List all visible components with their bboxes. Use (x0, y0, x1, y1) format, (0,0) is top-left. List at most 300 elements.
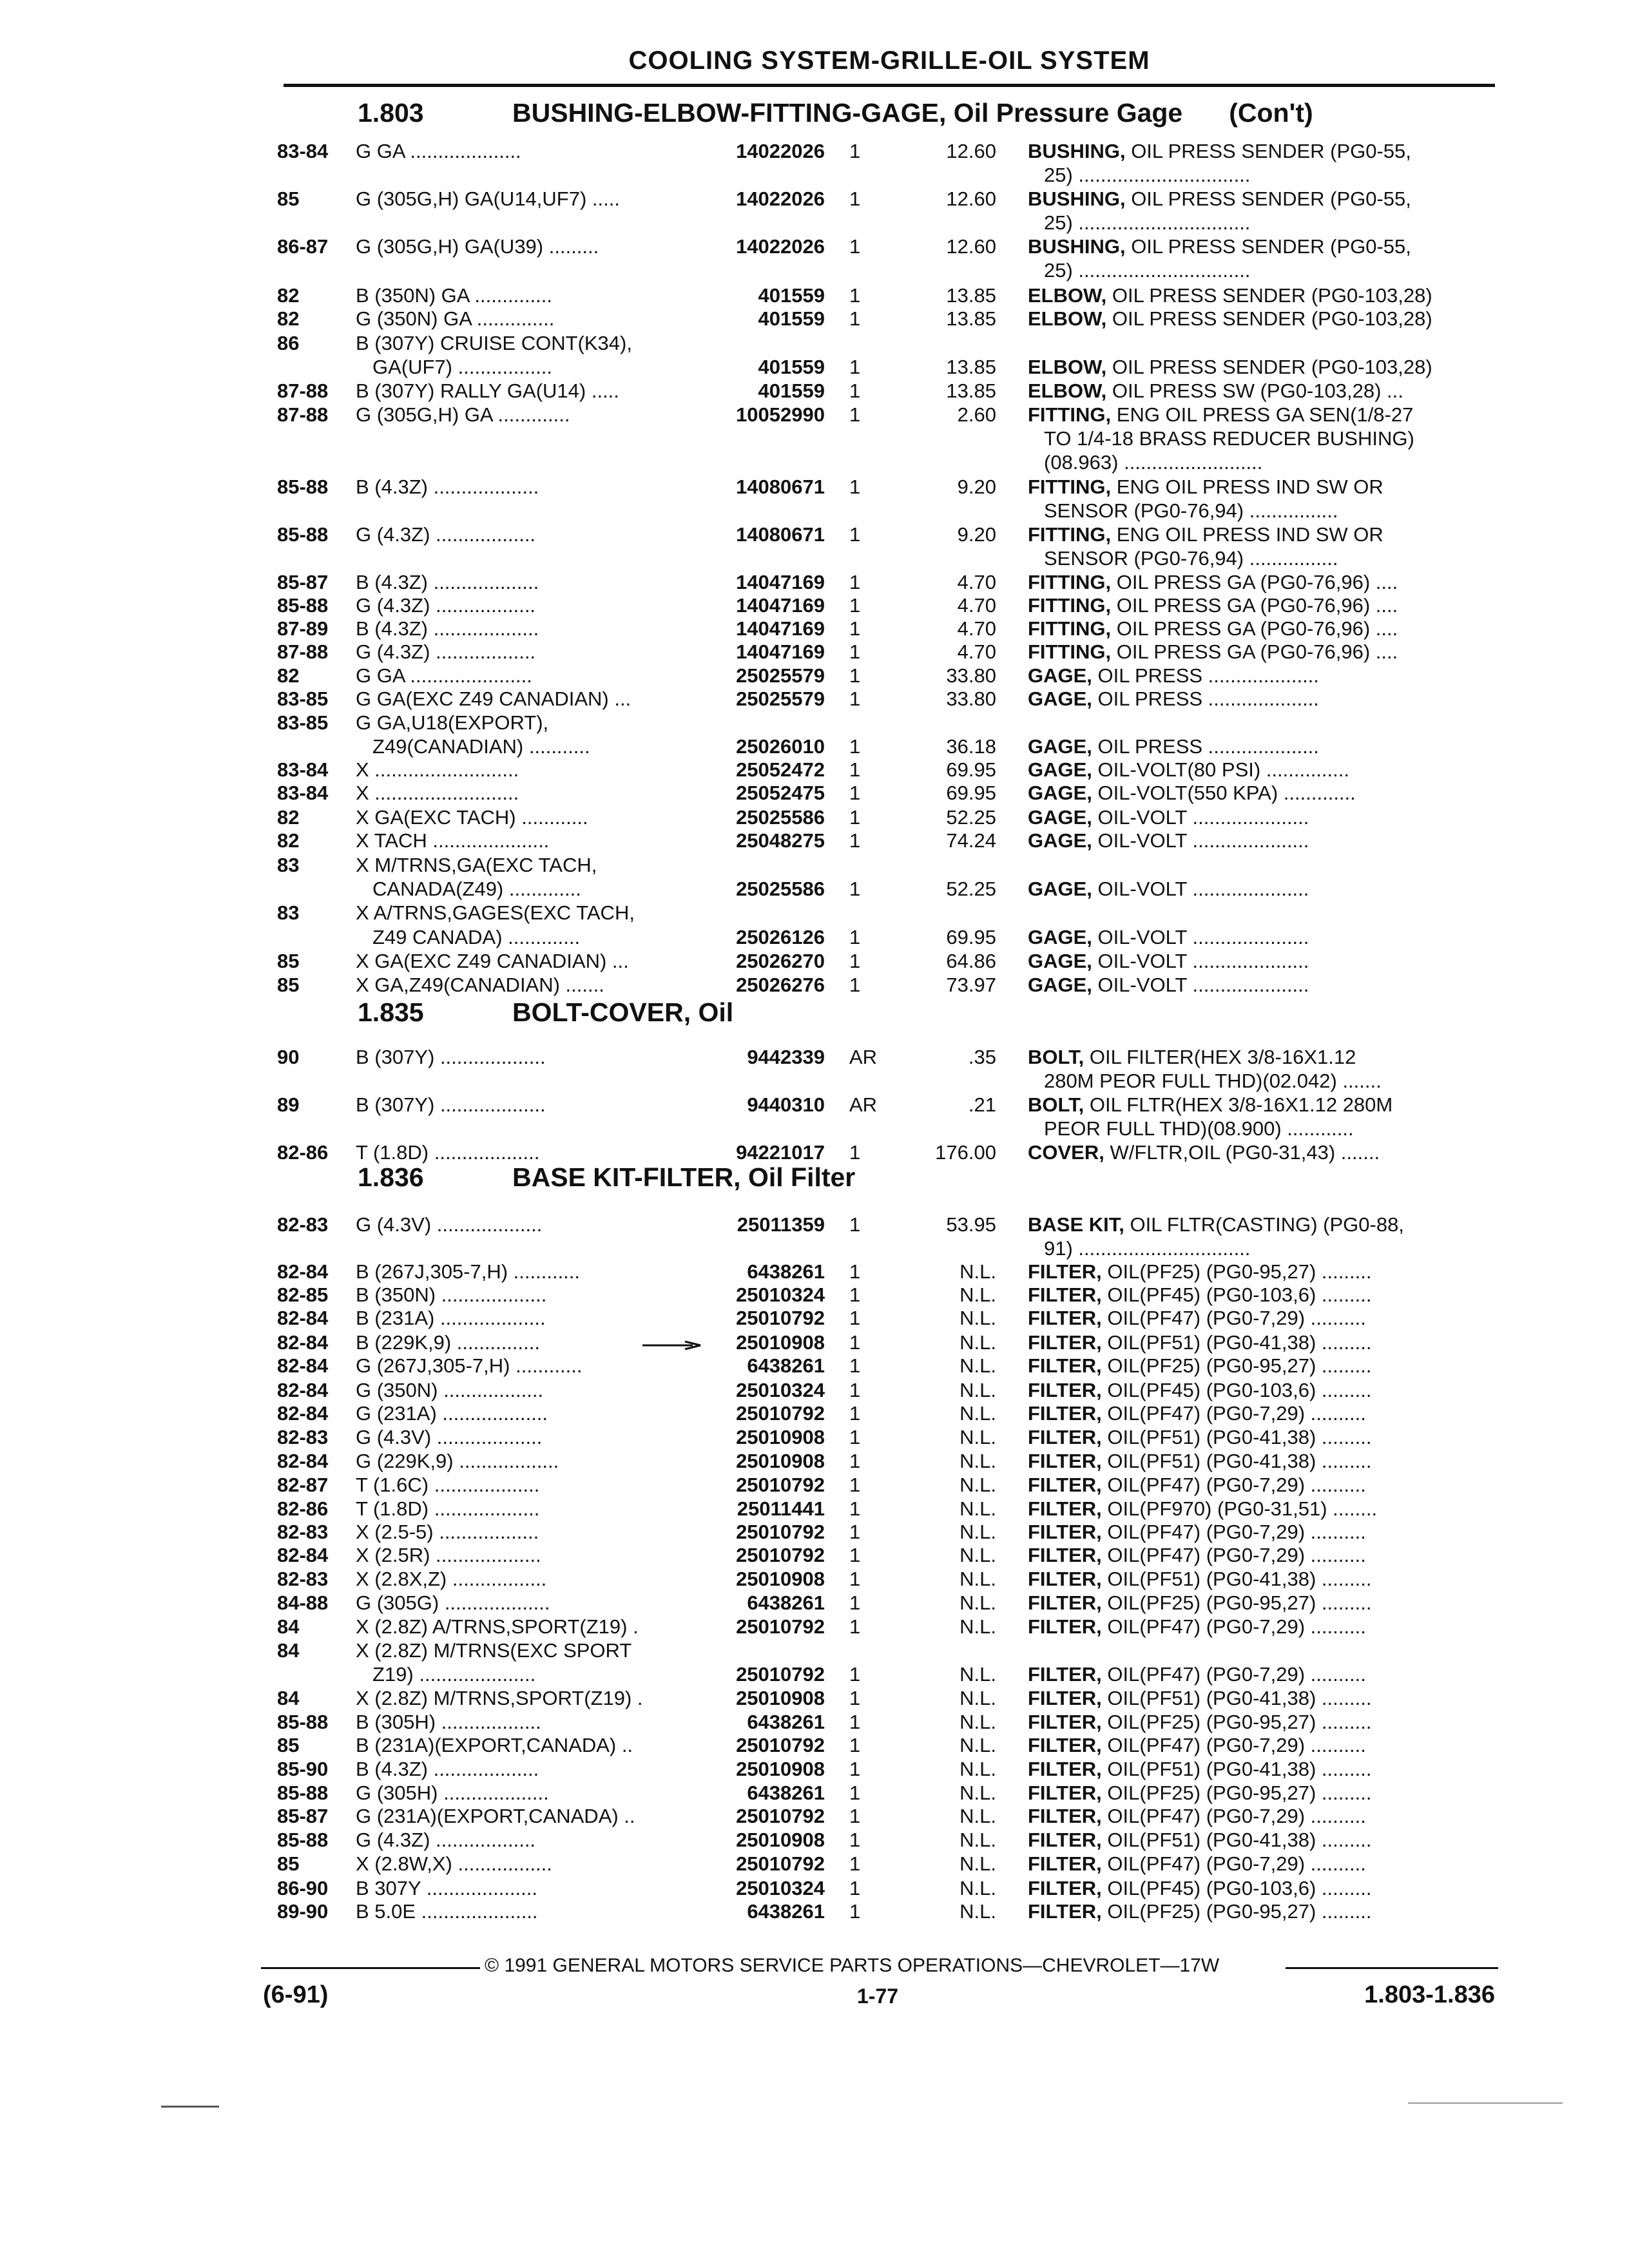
table-row (0, 735, 1629, 758)
section-heading-1835 (358, 997, 733, 1028)
price: 12.60 (946, 187, 996, 210)
quantity: 1 (849, 950, 861, 972)
part-name-detail: OIL PRESS GA (PG0-76,96) .... (1111, 640, 1398, 663)
part-name-keyword: FITTING, (1028, 571, 1112, 593)
part-name-detail: OIL PRESS GA (PG0-76,96) .... (1111, 571, 1398, 593)
table-row (0, 781, 1629, 805)
part-name-keyword: BOLT, (1028, 1093, 1084, 1116)
table-row (0, 570, 1629, 594)
model-years: 84 (277, 1639, 300, 1662)
table-row-continuation (0, 427, 1629, 450)
footer-date: (6-91) (263, 1981, 329, 2008)
quantity: 1 (849, 758, 861, 781)
quantity: 1 (849, 735, 861, 758)
model-years: 85-87 (277, 1805, 329, 1827)
table-row (0, 235, 1629, 258)
series-description: B (307Y) RALLY GA(U14) ..... (356, 380, 619, 402)
model-years: 83-84 (277, 782, 329, 804)
model-years: 82-84 (277, 1544, 329, 1566)
quantity: 1 (849, 1141, 861, 1164)
part-name (1028, 805, 1495, 829)
quantity: 1 (849, 1544, 861, 1566)
price: N.L. (959, 1900, 996, 1923)
series-description: G (231A) ................... (356, 1402, 548, 1425)
series-description: X GA(EXC Z49 CANADIAN) ... (356, 950, 629, 972)
part-name (1028, 1497, 1495, 1521)
table-row-continuation (0, 258, 1629, 282)
part-number: 25010324 (736, 1379, 825, 1401)
part-name-keyword: GAGE, (1028, 687, 1092, 710)
series-description: G (305G,H) GA(U14,UF7) ..... (356, 187, 620, 210)
series-description: X (2.8W,X) ................. (356, 1852, 552, 1875)
quantity: 1 (849, 1805, 861, 1827)
part-name (1028, 1331, 1495, 1354)
part-name-continued: SENSOR (PG0-76,94) ................ (1044, 499, 1338, 522)
quantity: 1 (849, 476, 861, 498)
part-number: 25026010 (736, 735, 825, 758)
table-row (0, 1899, 1629, 1923)
part-name-continued: TO 1/4-18 BRASS REDUCER BUSHING) (1044, 427, 1414, 450)
part-name-detail: OIL(PF47) (PG0-7,29) .......... (1101, 1307, 1366, 1329)
part-name (1028, 1591, 1495, 1615)
part-number: 25010792 (736, 1663, 825, 1686)
price: N.L. (959, 1260, 996, 1283)
series-description: X (2.8Z) M/TRNS,SPORT(Z19) . (356, 1687, 643, 1709)
table-row-continuation (0, 211, 1629, 235)
quantity: 1 (849, 1260, 861, 1283)
model-years: 89-90 (277, 1900, 329, 1923)
model-years: 82-83 (277, 1568, 329, 1590)
quantity: 1 (849, 187, 861, 210)
model-years: 85-88 (277, 1829, 329, 1851)
part-name-detail: OIL(PF25) (PG0-95,27) ......... (1101, 1260, 1372, 1283)
quantity: 1 (849, 1331, 861, 1354)
part-name-detail: ENG OIL PRESS GA SEN(1/8-27 (1111, 403, 1414, 426)
part-number: 25026276 (736, 974, 825, 996)
table-row (0, 139, 1629, 163)
part-name (1028, 925, 1495, 949)
table-row (0, 307, 1629, 331)
series-description: G (4.3Z) .................. (356, 640, 536, 663)
price: N.L. (959, 1877, 996, 1899)
part-name-keyword: FILTER, (1028, 1591, 1102, 1614)
part-number: 10052990 (736, 403, 825, 426)
part-name (1028, 139, 1495, 163)
part-name-detail: ENG OIL PRESS IND SW OR (1111, 476, 1383, 498)
table-row (0, 617, 1629, 640)
part-name-detail: OIL PRESS SENDER (PG0-55, (1125, 235, 1411, 258)
table-row (0, 901, 1629, 925)
part-number: 25010908 (736, 1331, 825, 1354)
part-name-keyword: FILTER, (1028, 1426, 1102, 1448)
series-description: B (305H) .................. (356, 1711, 541, 1733)
model-years: 85 (277, 1852, 300, 1875)
model-years: 90 (277, 1046, 300, 1068)
price: N.L. (959, 1450, 996, 1472)
model-years: 85-88 (277, 594, 329, 617)
part-name-keyword: ELBOW, (1028, 307, 1107, 330)
part-name-continued: 25) ............................... (1044, 164, 1251, 186)
series-description: B (4.3Z) ................... (356, 617, 539, 640)
part-name-keyword: FILTER, (1028, 1521, 1102, 1543)
price: N.L. (959, 1283, 996, 1306)
series-description: X .......................... (356, 758, 519, 781)
quantity: 1 (849, 664, 861, 687)
quantity: 1 (849, 974, 861, 996)
scan-mark (1408, 2102, 1563, 2104)
quantity: 1 (849, 1354, 861, 1377)
model-years: 85 (277, 187, 300, 210)
part-name-keyword: GAGE, (1028, 664, 1092, 687)
model-years: 82-86 (277, 1141, 329, 1164)
series-description: G (350N) .................. (356, 1379, 544, 1401)
part-name (1028, 829, 1495, 852)
table-row (0, 1497, 1629, 1521)
part-number: 14047169 (736, 640, 825, 663)
part-name-detail: OIL PRESS SENDER (PG0-55, (1125, 140, 1411, 162)
part-name-detail: OIL PRESS SENDER (PG0-103,28) (1106, 307, 1432, 330)
part-name (1028, 1520, 1495, 1544)
part-name (1028, 1306, 1495, 1330)
section-heading-1803 (358, 98, 1313, 128)
scan-mark (161, 2106, 219, 2108)
price: 69.95 (946, 782, 996, 804)
price: N.L. (959, 1474, 996, 1496)
price: N.L. (959, 1591, 996, 1614)
table-row (0, 1852, 1629, 1876)
part-number: 14047169 (736, 571, 825, 593)
series-description: Z49(CANADIAN) ........... (372, 735, 590, 758)
series-description: B (267J,305-7,H) ............ (356, 1260, 581, 1283)
series-description: X (2.8Z) A/TRNS,SPORT(Z19) . (356, 1615, 639, 1638)
series-description: G (229K,9) .................. (356, 1450, 559, 1472)
part-number: 401559 (758, 356, 825, 378)
model-years: 83-84 (277, 140, 329, 162)
part-name (1028, 593, 1495, 617)
quantity: 1 (849, 1497, 861, 1520)
part-name-keyword: FILTER, (1028, 1354, 1102, 1377)
table-row (0, 1710, 1629, 1734)
part-number: 25026270 (736, 950, 825, 972)
table-row (0, 1639, 1629, 1662)
part-name-keyword: FILTER, (1028, 1497, 1102, 1520)
model-years: 82-84 (277, 1260, 329, 1283)
quantity: 1 (849, 1307, 861, 1329)
series-description: B (307Y) ................... (356, 1046, 546, 1068)
price: N.L. (959, 1426, 996, 1448)
price: 13.85 (946, 307, 996, 330)
price: 13.85 (946, 284, 996, 307)
part-number: 25025586 (736, 806, 825, 829)
footer-rule-right (1286, 1967, 1498, 1969)
price: 52.25 (946, 806, 996, 829)
part-name-keyword: FILTER, (1028, 1474, 1102, 1496)
series-description: B 307Y .................... (356, 1877, 537, 1899)
part-name (1028, 1213, 1495, 1236)
part-name-detail: OIL-VOLT ..................... (1092, 829, 1309, 852)
model-years: 85-88 (277, 1782, 329, 1804)
table-row (0, 925, 1629, 949)
quantity: 1 (849, 1213, 861, 1236)
quantity: 1 (849, 1782, 861, 1804)
part-name-detail: OIL(PF25) (PG0-95,27) ......... (1101, 1782, 1372, 1804)
part-number: 25025586 (736, 878, 825, 900)
part-name (1028, 1662, 1495, 1686)
model-years: 85-87 (277, 571, 329, 593)
part-number: 25010792 (736, 1734, 825, 1756)
series-description: G GA,U18(EXPORT), (356, 711, 549, 734)
part-name-keyword: GAGE, (1028, 758, 1092, 781)
table-row (0, 640, 1629, 664)
part-number: 25010908 (736, 1687, 825, 1709)
part-name-detail: OIL(PF45) (PG0-103,6) ......... (1101, 1379, 1372, 1401)
table-row (0, 805, 1629, 829)
model-years: 82-84 (277, 1402, 329, 1425)
part-name-keyword: FILTER, (1028, 1283, 1102, 1306)
quantity: 1 (849, 403, 861, 426)
part-name-detail: OIL(PF47) (PG0-7,29) .......... (1101, 1852, 1366, 1875)
part-name (1028, 1710, 1495, 1734)
table-row (0, 877, 1629, 901)
part-name-keyword: FILTER, (1028, 1877, 1102, 1899)
quantity: 1 (849, 806, 861, 829)
quantity: 1 (849, 571, 861, 593)
series-description: B (4.3Z) ................... (356, 1758, 539, 1780)
part-name-detail: W/FLTR,OIL (PG0-31,43) ....... (1104, 1141, 1380, 1164)
part-name-detail: OIL(PF51) (PG0-41,38) ......... (1101, 1829, 1372, 1851)
part-number: 14047169 (736, 594, 825, 617)
series-description: G (4.3Z) .................. (356, 594, 536, 617)
series-description: G (305G,H) GA(U39) ......... (356, 235, 599, 258)
table-row (0, 1781, 1629, 1805)
part-name (1028, 1354, 1495, 1378)
part-number: 25010792 (736, 1544, 825, 1566)
section-title: BOLT-COVER, Oil (512, 997, 734, 1027)
price: 69.95 (946, 926, 996, 948)
part-name-keyword: ELBOW, (1028, 284, 1107, 307)
table-row (0, 853, 1629, 877)
quantity: 1 (849, 1711, 861, 1733)
table-row (0, 1567, 1629, 1591)
series-description: T (1.8D) ................... (356, 1497, 540, 1520)
price: .21 (968, 1093, 996, 1116)
part-name-detail: OIL(PF51) (PG0-41,38) ......... (1101, 1687, 1372, 1709)
table-row (0, 1401, 1629, 1425)
table-row (0, 187, 1629, 211)
series-description: X M/TRNS,GA(EXC TACH, (356, 854, 597, 876)
series-description: X TACH ..................... (356, 829, 550, 852)
part-number: 25010792 (736, 1805, 825, 1827)
price: N.L. (959, 1402, 996, 1425)
table-row (0, 949, 1629, 973)
quantity: AR (849, 1093, 878, 1116)
model-years: 82-84 (277, 1354, 329, 1377)
model-years: 82 (277, 664, 300, 687)
part-name-detail: OIL(PF47) (PG0-7,29) .......... (1101, 1474, 1366, 1496)
price: N.L. (959, 1307, 996, 1329)
model-years: 82-86 (277, 1497, 329, 1520)
quantity: 1 (849, 1900, 861, 1923)
part-number: 6438261 (747, 1260, 825, 1283)
part-name (1028, 1140, 1495, 1164)
part-name-keyword: FILTER, (1028, 1307, 1102, 1329)
table-row (0, 523, 1629, 546)
part-name (1028, 1093, 1495, 1117)
series-description: X .......................... (356, 782, 519, 804)
part-name (1028, 664, 1495, 687)
model-years: 82-84 (277, 1331, 329, 1354)
part-name-keyword: FILTER, (1028, 1544, 1102, 1566)
series-description: G GA(EXC Z49 CANADIAN) ... (356, 687, 631, 710)
part-number: 25052472 (736, 758, 825, 781)
table-row (0, 1686, 1629, 1710)
part-name-detail: OIL(PF45) (PG0-103,6) ......... (1101, 1877, 1372, 1899)
price: N.L. (959, 1758, 996, 1780)
part-number: 25011359 (737, 1213, 825, 1236)
price: 53.95 (946, 1213, 996, 1236)
quantity: 1 (849, 1687, 861, 1709)
part-name-detail: OIL(PF47) (PG0-7,29) .......... (1101, 1544, 1366, 1566)
series-description: X (2.5R) ................... (356, 1544, 541, 1566)
model-years: 82 (277, 307, 300, 330)
series-description: G GA ...................... (356, 664, 532, 687)
series-description: X (2.8Z) M/TRNS(EXC SPORT (356, 1639, 632, 1662)
part-name-detail: OIL-VOLT ..................... (1092, 950, 1309, 972)
part-number: 25048275 (736, 829, 825, 852)
price: N.L. (959, 1331, 996, 1354)
table-row (0, 1331, 1629, 1354)
part-name-detail: OIL(PF970) (PG0-31,51) ........ (1101, 1497, 1378, 1520)
part-name-keyword: FILTER, (1028, 1829, 1102, 1851)
page-title: COOLING SYSTEM-GRILLE-OIL SYSTEM (628, 46, 1150, 75)
model-years: 85-88 (277, 523, 329, 546)
model-years: 85 (277, 950, 300, 972)
part-number: 25010908 (736, 1426, 825, 1448)
table-row-continuation (0, 1236, 1629, 1260)
table-row (0, 1093, 1629, 1117)
price: 9.20 (957, 476, 996, 498)
table-row (0, 1306, 1629, 1330)
part-name (1028, 1876, 1495, 1900)
quantity: 1 (849, 687, 861, 710)
quantity: 1 (849, 523, 861, 546)
part-name-detail: OIL-VOLT ..................... (1092, 926, 1309, 948)
part-name (1028, 307, 1495, 331)
table-row (0, 1804, 1629, 1828)
model-years: 83-85 (277, 687, 329, 710)
price: N.L. (959, 1544, 996, 1566)
part-name-detail: OIL(PF51) (PG0-41,38) ......... (1101, 1426, 1372, 1448)
part-name-detail: OIL PRESS GA (PG0-76,96) .... (1111, 617, 1398, 640)
table-row (0, 355, 1629, 379)
part-name (1028, 403, 1495, 427)
series-description: G (305G,H) GA ............. (356, 403, 570, 426)
part-name (1028, 1449, 1495, 1473)
part-name-keyword: GAGE, (1028, 974, 1092, 996)
part-name-continued: 91) ............................... (1044, 1237, 1251, 1260)
part-name (1028, 1473, 1495, 1497)
price: N.L. (959, 1782, 996, 1804)
part-name-keyword: FITTING, (1028, 403, 1112, 426)
part-name-detail: OIL PRESS .................... (1092, 735, 1319, 758)
quantity: 1 (849, 617, 861, 640)
price: 52.25 (946, 878, 996, 900)
price: 4.70 (957, 640, 996, 663)
series-description: G (305G) ................... (356, 1591, 550, 1614)
part-number: 14080671 (736, 523, 825, 546)
part-name (1028, 379, 1495, 403)
table-row (0, 403, 1629, 427)
part-number: 401559 (758, 284, 825, 307)
section-number: 1.835 (358, 997, 424, 1027)
table-row (0, 1260, 1629, 1283)
series-description: B (350N) GA .............. (356, 284, 552, 307)
model-years: 85-88 (277, 476, 329, 498)
part-name-detail: ENG OIL PRESS IND SW OR (1111, 523, 1383, 546)
quantity: 1 (849, 1283, 861, 1306)
model-years: 89 (277, 1093, 300, 1116)
part-name (1028, 877, 1495, 901)
series-description: G (350N) GA .............. (356, 307, 555, 330)
price: 36.18 (946, 735, 996, 758)
part-number: 25010908 (736, 1758, 825, 1780)
part-name-keyword: COVER, (1028, 1141, 1104, 1164)
price: N.L. (959, 1354, 996, 1377)
part-name (1028, 1781, 1495, 1805)
part-number: 25052475 (736, 782, 825, 804)
part-name-keyword: BUSHING, (1028, 235, 1126, 258)
part-name (1028, 949, 1495, 973)
part-name-keyword: GAGE, (1028, 926, 1092, 948)
quantity: 1 (849, 594, 861, 617)
part-name-keyword: FILTER, (1028, 1900, 1102, 1923)
part-name (1028, 1852, 1495, 1876)
part-number: 14047169 (736, 617, 825, 640)
series-description: B (307Y) CRUISE CONT(K34), (356, 332, 632, 354)
part-name-keyword: FILTER, (1028, 1402, 1102, 1425)
quantity: 1 (849, 1450, 861, 1472)
model-years: 82-85 (277, 1283, 329, 1306)
part-name-detail: OIL-VOLT ..................... (1092, 974, 1309, 996)
part-name-keyword: ELBOW, (1028, 356, 1107, 378)
section-heading-1836 (358, 1162, 855, 1193)
quantity: 1 (849, 1734, 861, 1756)
part-name (1028, 1283, 1495, 1307)
footer-page-number: 1-77 (857, 1984, 899, 2008)
price: 33.80 (946, 687, 996, 710)
part-name-keyword: ELBOW, (1028, 380, 1107, 402)
quantity: 1 (849, 380, 861, 402)
quantity: 1 (849, 1758, 861, 1780)
model-years: 82-84 (277, 1450, 329, 1472)
part-name-detail: OIL-VOLT ..................... (1092, 878, 1309, 900)
part-name-detail: OIL PRESS .................... (1092, 687, 1319, 710)
part-number: 14022026 (736, 187, 825, 210)
part-name-detail: OIL(PF25) (PG0-95,27) ......... (1101, 1354, 1372, 1377)
price: N.L. (959, 1663, 996, 1686)
part-number: 401559 (758, 380, 825, 402)
part-name (1028, 1260, 1495, 1283)
part-name-keyword: FITTING, (1028, 594, 1112, 617)
part-number: 6438261 (747, 1900, 825, 1923)
table-row-continuation (0, 450, 1629, 474)
series-description: B (231A) ................... (356, 1307, 546, 1329)
part-name-detail: OIL-VOLT ..................... (1092, 806, 1309, 829)
quantity: 1 (849, 1663, 861, 1686)
model-years: 86-90 (277, 1877, 329, 1899)
section-number: 1.803 (358, 98, 424, 128)
part-name-detail: OIL PRESS SENDER (PG0-55, (1125, 187, 1411, 210)
